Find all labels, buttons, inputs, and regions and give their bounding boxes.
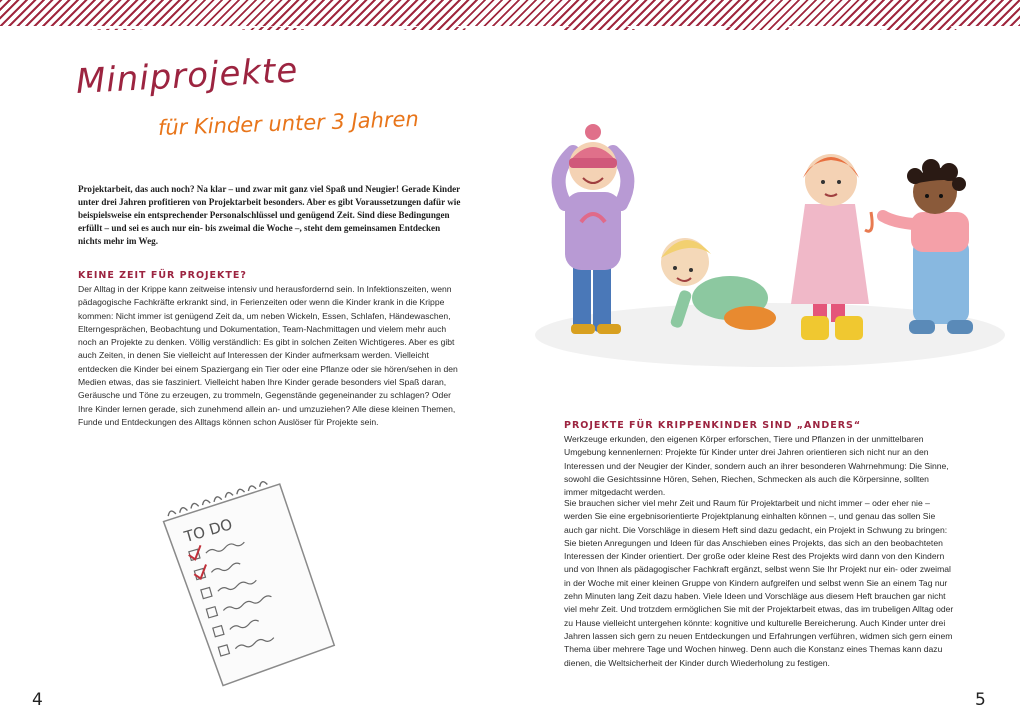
child-pink-hat	[559, 124, 628, 334]
torn-edge	[0, 26, 1020, 38]
section-body-krippenkinder-2: Sie brauchen sicher viel mehr Zeit und Raum für Projektarbeit und nicht immer – oder eher nie – werden Sie eine ergebnisorientierte Projektplanung einhalten können –, und genau das sollen Sie auch gar nicht. Die Vorschläge in diesem Heft sind dazu gedacht, ein Projekt in Schwung zu bringen: Sie bieten Anregungen und Ideen für das Anschieben eines Projekts, das sich an den beobachteten Interessen der Kinder orientiert. Der große oder kleine Rest des Projekts wird dann von den Kindern und von Ihnen als pädagogischer Fachkraft ergänzt, selbst wenn Sie Ihr Projekt nur ein- oder zweimal in der Woche mit einer kleinen Gruppe von Kindern aufgreifen und selbst wenn Sie an einem Tag nur zehn Minuten lang Zeit dazu haben. Viele Ideen und Vorschläge aus diesem Heft brauchen gar nicht viel mehr Zeit. Und trotzdem ermöglichen Sie mit der Projektarbeit etwas, das im trubeligen Alltag oder zu Hause vielleicht untergehen könnte: kognitive und kulturelle Bereicherung. Auch Kinder unter drei Jahren lassen sich gern zu neuen Entdeckungen und Erfahrungen verführen, widmen sich gern einem Thema über mehrere Tage und Wochen hinweg. Denn auch die Konstanz eines Themas kann dazu dienen, die Weltsicherheit der Kinder durch Wiederholung zu festigen.	[564, 498, 954, 668]
page-number-left: 4	[32, 690, 43, 710]
section-heading-keine-zeit: KEINE ZEIT FÜR PROJEKTE?	[78, 270, 247, 281]
todo-note-illustration	[155, 470, 345, 690]
page-subtitle: für Kinder unter 3 Jahren	[157, 106, 420, 140]
child-crawling	[661, 238, 776, 330]
child-curly-hair	[883, 159, 973, 334]
todo-title: TO DO	[182, 515, 235, 546]
section-body-keine-zeit: Der Alltag in der Krippe kann zeitweise intensiv und herausfordernd sein. In Infektionszeiten, wenn pädagogische Fachkräfte erkrankt sind, in Ferienzeiten oder wenn die Kinder krank in die Krippe kommen: Nicht immer ist genügend Zeit da, um neben Wickeln, Essen, Schlafen, Händewaschen, Elterngesprächen, Beobachtung und Dokumentation, Team-Nachmittagen und vielem mehr auch noch an Projekte zu denken. Völlig verständlich: Es gibt in solchen Zeiten Wichtigeres. Aber es gibt auch Zeiten, in denen Sie vielleicht auf Interessen der Kinder aufmerksam werden. Vielleicht entdecken die Kinder bei einem Spaziergang ein Tier oder eine Pflanze oder sie hören/sehen in den Medien etwas, das sie fasziniert. Vielleicht haben Ihre Kinder gerade besonders viel Spaß daran, Geräusche und Töne zu erzeugen, zu trommeln, Gegenstände gegeneinander zu schlagen? Oder Ihre Kinder lernen gerade, sich zunehmend allein an- und umzuziehen? Alle diese kleinen Themen, Funde und Entdeckungen des Alltags können schon Auslöser für Projekte sein.	[78, 284, 458, 427]
section-heading-krippenkinder: PROJEKTE FÜR KRIPPENKINDER SIND „ANDERS“	[564, 420, 862, 431]
children-illustration	[535, 120, 1005, 380]
page-number-right: 5	[975, 690, 986, 710]
intro-paragraph: Projektarbeit, das auch noch? Na klar – und zwar mit ganz viel Spaß und Neugier! Gerade Kinder unter drei Jahren profitieren von Projektarbeit besonders. Aber es gibt Voraussetzungen dafür wie beispielsweise ein entsprechender Personalschlüssel und genügend Zeit. Sind diese Bedingungen erfüllt – und sei es auch nur ein- bis zweimal die Woche –, steht dem gemeinsamen Entdecken nichts mehr im Weg.	[78, 184, 461, 247]
page-title: Miniprojekte	[74, 50, 300, 102]
section-body-krippenkinder-1: Werkzeuge erkunden, den eigenen Körper erforschen, Tiere und Pflanzen in der unmittelbaren Umgebung kennenlernen: Projekte für Kinder unter drei Jahren orientieren sich nicht nur an den Interessen und der Neugier der Kinder, sondern auch an ihrer besonderen Wahrnehmung: Die Sinne, sowohl die Gesichtssinne Hören, Sehen, Riechen, Schmecken als auch die Körpersinne, sollten immer mitgedacht werden.	[564, 434, 949, 498]
